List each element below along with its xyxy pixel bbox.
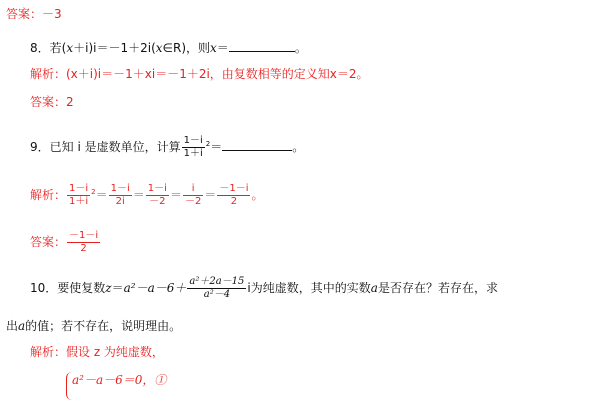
q9-a5-num: －1－i <box>219 183 249 194</box>
q8-var-x: x <box>66 41 74 55</box>
q9-analysis-frac-2 <box>109 183 132 208</box>
q10-var-z: z <box>105 281 112 295</box>
q9-ans-num: －1－i <box>69 230 99 241</box>
q9-analysis-label: 解析： <box>30 188 67 202</box>
q10-line2-text: 的值；若不存在，说明理由。 <box>25 319 182 333</box>
q10-frac-den: a²－4 <box>203 289 231 300</box>
q9-stem-end: 。 <box>292 140 305 154</box>
q9-a4-num: i <box>183 183 203 196</box>
q9-analysis-frac-3 <box>146 183 169 208</box>
q8-stem-pre: 8．若( <box>30 41 67 55</box>
q8-stem-mid: ＋i)i＝－1＋2i( <box>73 41 156 55</box>
q10-stem-pre: 10．要使复数 <box>30 281 106 295</box>
q9-eq-3: ＝ <box>169 188 182 202</box>
q9-stem-pre: 9．已知 i 是虚数单位，计算 <box>30 140 181 154</box>
q10-stem-eq: ＝ <box>111 281 124 295</box>
q9-analysis-end: 。 <box>251 188 264 202</box>
q9-analysis <box>30 172 264 215</box>
q8-var-x2: x <box>155 41 163 55</box>
q9-answer-label: 答案： <box>30 235 67 249</box>
q10-line2-pre: 出 <box>6 319 19 333</box>
q9-answer <box>30 222 101 262</box>
q10-var-i: i <box>247 281 251 295</box>
q9-stem-eq: ＝ <box>210 140 223 154</box>
q9-analysis-frac-5 <box>217 183 250 208</box>
q9-a3-num: 1－i <box>147 183 167 194</box>
q9-analysis-frac-4 <box>183 183 203 208</box>
q9-fraction <box>182 135 205 160</box>
q9-analysis-frac-1 <box>67 183 90 208</box>
q10-line2-var-a: a <box>18 319 26 333</box>
q9-eq-2: ＝ <box>132 188 145 202</box>
q8-answer-blank <box>229 51 295 52</box>
q8-stem-in: ∈R)，则 <box>162 41 211 55</box>
q8-analysis: 解析：(x＋i)i＝－1＋xi＝－1＋2i，由复数相等的定义知x＝2。 <box>30 67 369 81</box>
q9-exponent: 2 <box>205 140 211 148</box>
q9-a1-exponent: 2 <box>91 188 96 196</box>
q9-a4-den: －2 <box>184 196 202 207</box>
q9-answer-blank <box>222 150 292 151</box>
q8-stem-end: 。 <box>294 41 307 55</box>
q10-stem-line2 <box>6 318 181 334</box>
q8-stem <box>30 40 307 56</box>
q9-a1-num: 1－i <box>69 183 89 194</box>
q8-var-x3: x <box>210 41 217 55</box>
q10-system-eq1: a²－a－6＝0，① <box>72 373 167 387</box>
q9-eq-1: ＝ <box>95 188 108 202</box>
q9-frac-num: 1－i <box>183 135 203 146</box>
q8-stem-eq: ＝ <box>216 41 229 55</box>
q10-var-a: a <box>370 281 378 295</box>
q9-eq-4: ＝ <box>204 188 217 202</box>
q9-a1-den: 1＋i <box>69 196 89 207</box>
q10-fraction <box>187 276 246 301</box>
q9-frac-den: 1＋i <box>183 148 203 159</box>
q9-ans-den: 2 <box>80 243 87 254</box>
q9-a2-den: 2i <box>115 196 125 207</box>
q9-a2-num: 1－i <box>110 183 130 194</box>
q8-answer: 答案：2 <box>30 95 74 109</box>
q10-stem-tail: 是否存在？若存在，求 <box>377 281 498 295</box>
q9-a5-den: 2 <box>230 196 238 207</box>
q9-stem <box>30 124 304 167</box>
q10-stem-post: 为纯虚数，其中的实数 <box>250 281 371 295</box>
q9-a3-den: －2 <box>149 196 166 207</box>
q9-answer-frac <box>67 230 100 255</box>
q10-analysis: 解析：假设 z 为纯虚数， <box>30 345 164 359</box>
q7-answer: 答案：－3 <box>6 7 62 21</box>
q10-poly: a²－a－6＋ <box>123 281 187 295</box>
q10-frac-num: a²＋2a－15 <box>189 276 245 287</box>
q10-stem-line1 <box>30 268 498 308</box>
